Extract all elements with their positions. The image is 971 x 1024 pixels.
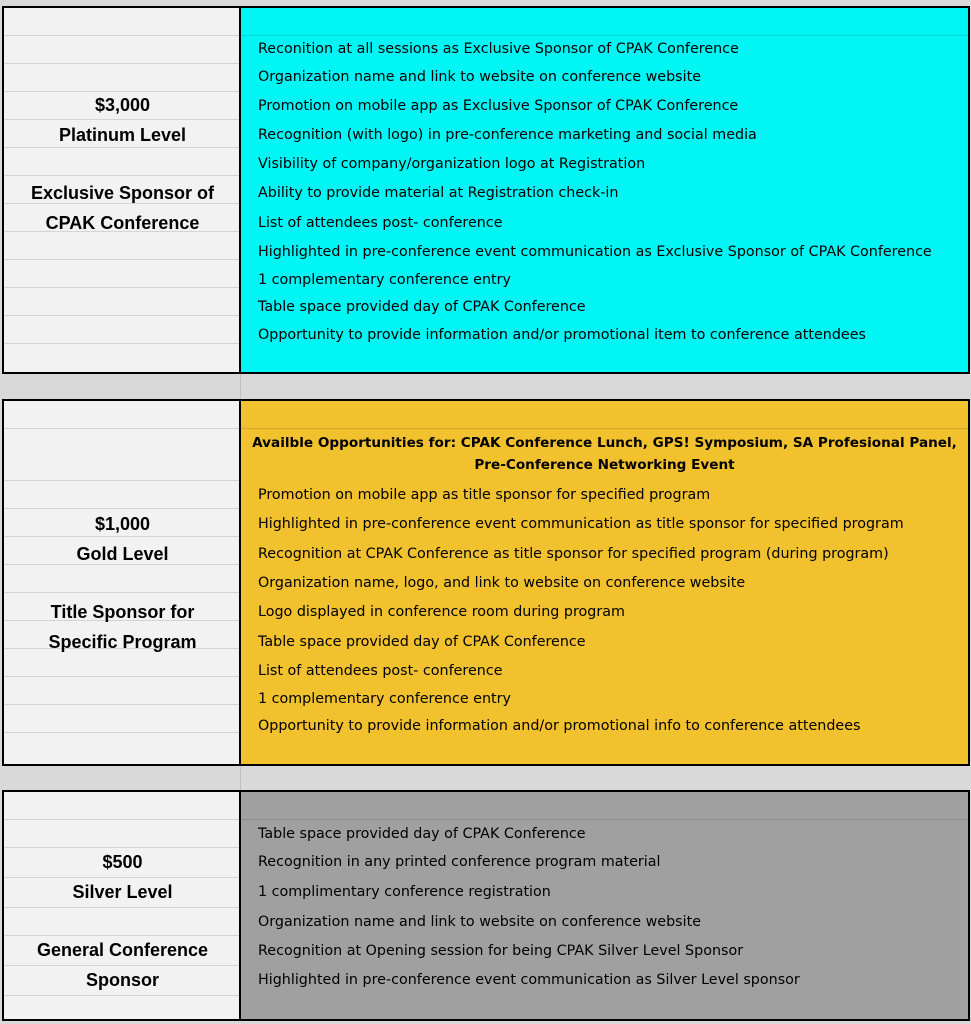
silver-tier-block — [2, 790, 970, 1021]
benefit-item: Organization name, logo, and link to website on conference website — [258, 575, 746, 591]
benefit-item: Recognition (with logo) in pre-conference marketing and social media — [258, 127, 757, 143]
spacer-row[interactable] — [0, 766, 971, 791]
tier-level: Silver Level — [72, 882, 173, 902]
benefit-item: Organization name and link to website on conference website — [258, 914, 701, 930]
benefit-item: Reconition at all sessions as Exclusive Sponsor of CPAK Conference — [258, 41, 739, 57]
tier-level: Platinum Level — [58, 125, 187, 145]
benefit-item: Recognition at CPAK Conference as title sponsor for specified program (during program) — [258, 546, 889, 562]
benefit-item: Logo displayed in conference room during program — [258, 604, 625, 620]
tier-title-line1: General Conference — [36, 940, 209, 960]
benefit-item: Highlighted in pre-conference event communication as Silver Level sponsor — [258, 972, 800, 988]
benefit-item: Ability to provide material at Registration check-in — [258, 185, 619, 201]
benefit-item: Organization name and link to website on conference website — [258, 69, 701, 85]
benefit-item: 1 complementary conference entry — [258, 272, 511, 288]
tier-price: $3,000 — [94, 95, 151, 115]
benefit-item: Table space provided day of CPAK Conference — [258, 826, 586, 842]
benefit-item: Table space provided day of CPAK Conference — [258, 299, 586, 315]
benefit-item: 1 complementary conference entry — [258, 691, 511, 707]
silver-benefits-cell[interactable] — [241, 792, 968, 1019]
benefit-item: List of attendees post- conference — [258, 215, 503, 231]
benefit-item: Visibility of company/organization logo at Registration — [258, 156, 646, 172]
tier-title-line2: Specific Program — [48, 632, 197, 652]
silver-tier-label-cell[interactable] — [4, 792, 241, 1019]
gold-benefits-cell[interactable] — [241, 401, 968, 764]
benefit-item: List of attendees post- conference — [258, 663, 503, 679]
tier-title-line2: Sponsor — [85, 970, 159, 990]
benefit-item: Opportunity to provide information and/or promotional item to conference attendees — [258, 327, 866, 343]
benefit-item: Promotion on mobile app as Exclusive Sponsor of CPAK Conference — [258, 98, 739, 114]
opportunities-header-line1: Availble Opportunities for: CPAK Conference Lunch, GPS! Symposium, SA Profesional Panel, — [252, 435, 957, 451]
benefit-item: Recognition at Opening session for being CPAK Silver Level Sponsor — [258, 943, 744, 959]
gold-tier-block — [2, 399, 970, 766]
tier-price: $500 — [102, 852, 143, 872]
tier-title-line2: CPAK Conference — [45, 213, 200, 233]
tier-price: $1,000 — [94, 514, 151, 534]
platinum-tier-block — [2, 6, 970, 374]
benefit-item: 1 complimentary conference registration — [258, 884, 551, 900]
tier-title-line1: Title Sponsor for — [50, 602, 195, 622]
benefit-item: Promotion on mobile app as title sponsor for specified program — [258, 487, 711, 503]
benefit-item: Highlighted in pre-conference event communication as title sponsor for specified program — [258, 516, 904, 532]
tier-level: Gold Level — [76, 544, 169, 564]
benefit-item: Recognition in any printed conference program material — [258, 854, 661, 870]
platinum-tier-label-cell[interactable] — [4, 8, 241, 372]
gold-tier-label-cell[interactable] — [4, 401, 241, 764]
opportunities-header-line2: Pre-Conference Networking Event — [474, 457, 735, 473]
tier-title-line1: Exclusive Sponsor of — [30, 183, 215, 203]
spacer-row[interactable] — [0, 374, 971, 400]
benefit-item: Table space provided day of CPAK Conference — [258, 634, 586, 650]
benefit-item: Highlighted in pre-conference event communication as Exclusive Sponsor of CPAK Conference — [258, 244, 932, 260]
benefit-item: Opportunity to provide information and/or promotional info to conference attendees — [258, 718, 861, 734]
platinum-benefits-cell[interactable] — [241, 8, 968, 372]
